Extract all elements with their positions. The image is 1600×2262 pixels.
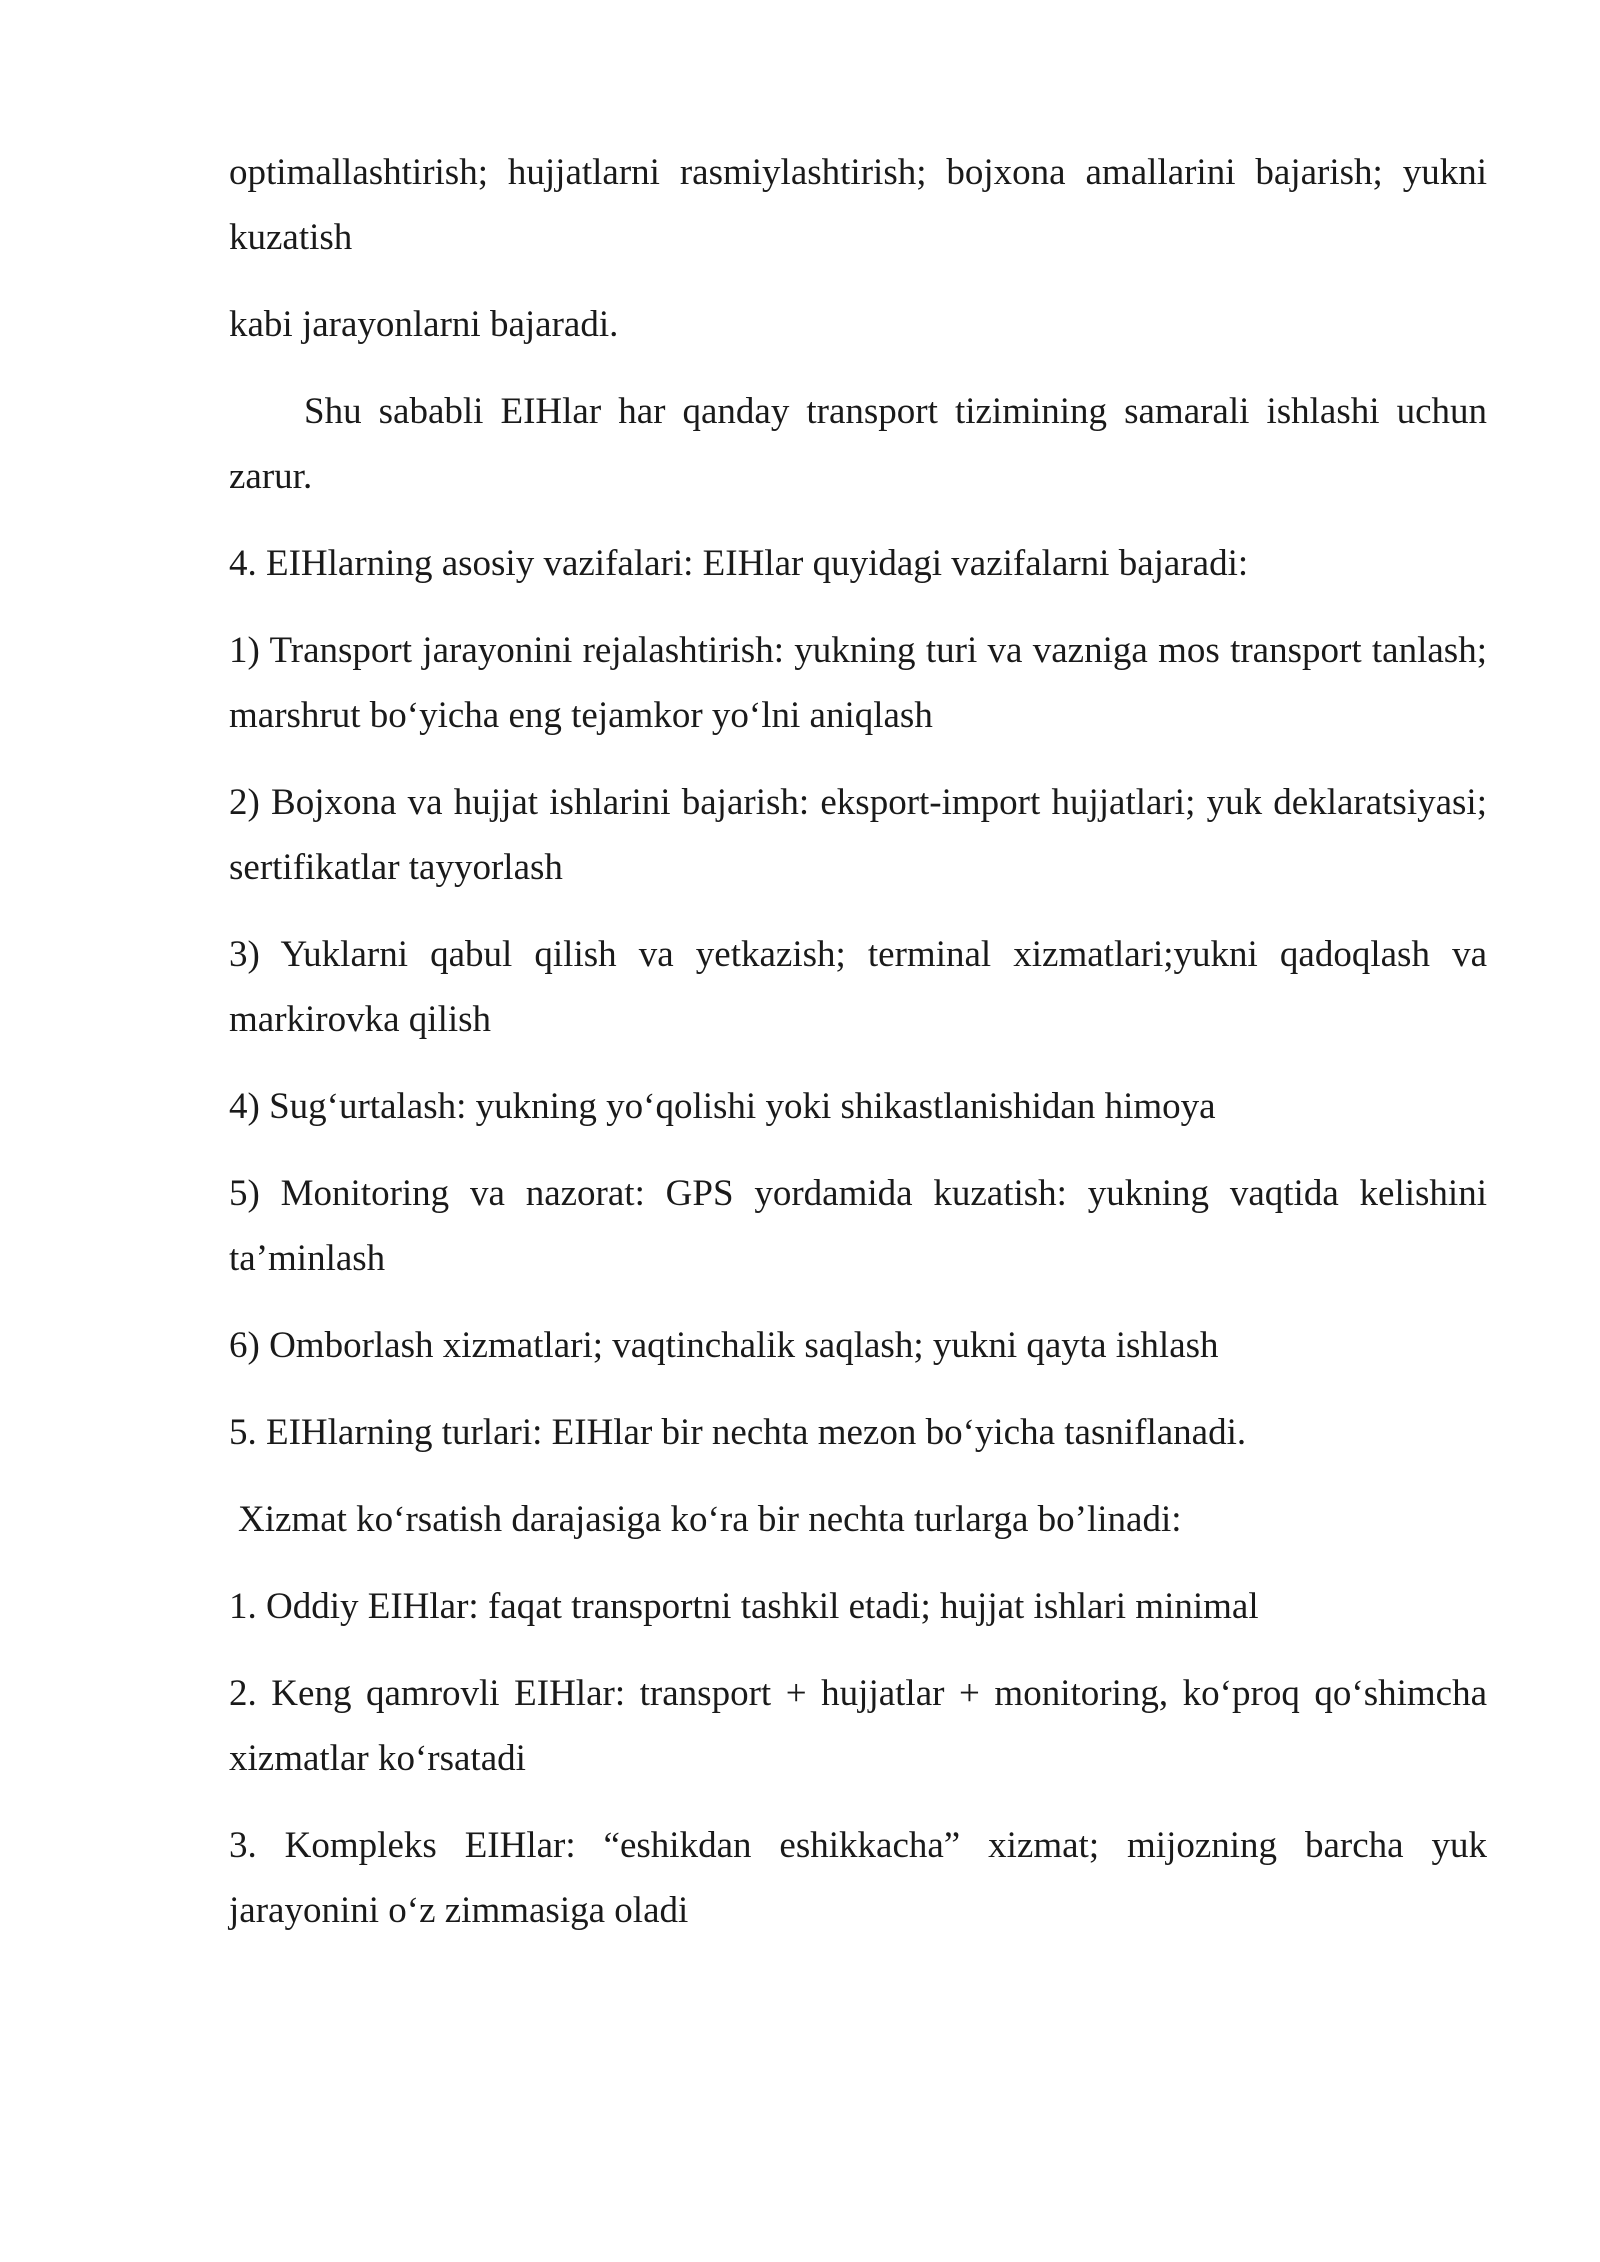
list-item-insurance: 4) Sug‘urtalash: yukning yo‘qolishi yoki shikastlanishidan himoya [229, 1086, 1216, 1127]
list-item-extended-types: 2. Keng qamrovli EIHlar: transport + hujjatlar + monitoring, ko‘proq qo‘shimcha xizmatlar ko‘rsatadi [229, 1673, 1487, 1779]
paragraph-importance: Shu sababli EIHlar har qanday transport tizimining samarali ishlashi uchun zarur. [229, 391, 1487, 497]
list-item-warehousing: 6) Omborlash xizmatlari; vaqtinchalik saqlash; yukni qayta ishlash [229, 1325, 1219, 1366]
list-item-transport-planning: 1) Transport jarayonini rejalashtirish: yukning turi va vazniga mos transport tanlash; marshrut bo‘yicha eng tejamkor yo‘lni aniqlash [229, 630, 1487, 736]
list-item-cargo-receiving: 3) Yuklarni qabul qilish va yetkazish; terminal xizmatlari;yukni qadoqlash va markirovka qilish [229, 934, 1487, 1040]
paragraph-continuation: kabi jarayonlarni bajaradi. [229, 304, 619, 345]
list-item-customs-documents: 2) Bojxona va hujjat ishlarini bajarish: eksport-import hujjatlari; yuk deklaratsiyasi; sertifikatlar tayyorlash [229, 782, 1487, 888]
document-body [229, 140, 1487, 1965]
list-item-monitoring: 5) Monitoring va nazorat: GPS yordamida kuzatish: yukning vaqtida kelishini ta’minlash [229, 1173, 1487, 1279]
paragraph-optimization-list: optimallashtirish; hujjatlarni rasmiylashtirish; bojxona amallarini bajarish; yukni kuzatish [229, 152, 1487, 258]
paragraph-service-level: Xizmat ko‘rsatish darajasiga ko‘ra bir nechta turlarga bo’linadi: [238, 1499, 1182, 1540]
heading-main-functions: 4. EIHlarning asosiy vazifalari: EIHlar quyidagi vazifalarni bajaradi: [229, 543, 1249, 584]
list-item-complex-types: 3. Kompleks EIHlar: “eshikdan eshikkacha” xizmat; mijozning barcha yuk jarayonini o‘z zimmasiga oladi [229, 1825, 1487, 1931]
heading-types: 5. EIHlarning turlari: EIHlar bir nechta mezon bo‘yicha tasniflanadi. [229, 1412, 1247, 1453]
list-item-simple-types: 1. Oddiy EIHlar: faqat transportni tashkil etadi; hujjat ishlari minimal [229, 1586, 1259, 1627]
